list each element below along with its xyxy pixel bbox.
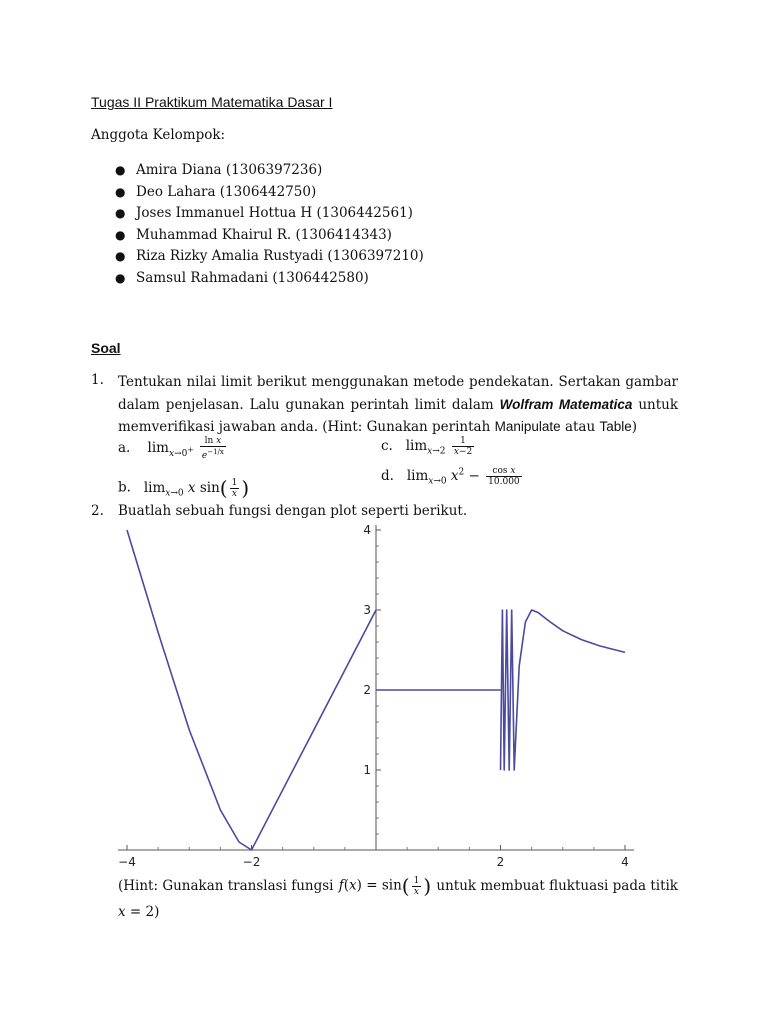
y-tick-label: 4 [363, 523, 371, 537]
list-item: ● Riza Rizky Amalia Rustyadi (1306397210) [91, 246, 424, 268]
bullet-icon: ● [115, 270, 126, 285]
bullet-icon: ● [115, 163, 126, 177]
question-2-text: Buatlah sebuah fungsi dengan plot seperti berikut. [118, 503, 468, 519]
series-line-1 [127, 530, 376, 850]
list-item: ● Deo Lahara (1306442750) [91, 182, 424, 204]
list-item: ● Joses Immanuel Hottua H (1306442561) [91, 203, 424, 225]
list-item: ● Amira Diana (1306397236) [91, 160, 424, 182]
limit-item-b: b. $\lim_{x\to 0} x$ sin( $\frac{1}{x}$ ) [118, 476, 250, 500]
member-list [91, 160, 424, 290]
x-tick-label: 4 [621, 855, 629, 869]
y-tick-label: 1 [363, 763, 371, 777]
bullet-icon: ● [115, 249, 126, 264]
x-tick-label: 2 [496, 855, 505, 869]
x-tick-label: −2 [242, 855, 261, 869]
limit-item-a: a. $\lim_{x\to 0^+}$ $\frac{\text{ln x}}{e^{-1/x}}$ [118, 436, 224, 461]
question-1-text: Tentukan nilai limit berikut menggunakan metode pendekatan. Sertakan gambar dalam penjelasan. Lalu gunakan perintah limit dalam Wolfram Matematica untuk memverifikasi jawaban anda. (Hint: Gunakan perintah Manipulate atau Table) [118, 374, 679, 435]
list-item: ● Muhammad Khairul R. (1306414343) [91, 225, 424, 247]
limit-item-c: c. $\lim_{x\to 2}$ $\frac{1}{x-2}$ [381, 436, 473, 457]
bullet-icon: ● [115, 184, 126, 199]
bullet-icon: ● [115, 227, 126, 242]
document-title: Tugas II Praktikum Matematika Dasar I [91, 94, 333, 110]
y-tick-label: 3 [363, 603, 371, 617]
y-tick-label: 2 [363, 683, 371, 697]
x-tick-label: −4 [118, 855, 136, 869]
list-item: ● Samsul Rahmadani (1306442580) [91, 268, 424, 290]
bullet-icon: ● [115, 206, 126, 221]
soal-heading: Soal [91, 340, 121, 356]
limit-item-d: d. $\lim_{x\to 0} x^2$ − $\frac{\text{cos x}}{10.000}$ [381, 466, 520, 487]
hint-line-1: (Hint: Gunakan translasi fungsi f(x) = sin( $\frac{1}{x}$ ) untuk membuat fluktuasi pada titik [118, 874, 678, 898]
question-1-number: 1. [91, 372, 104, 388]
series-line-3 [501, 610, 626, 770]
question-2-number: 2. [91, 503, 104, 519]
members-label: Anggota Kelompok: [91, 127, 226, 143]
hint-line-2: x = 2) [118, 904, 160, 920]
